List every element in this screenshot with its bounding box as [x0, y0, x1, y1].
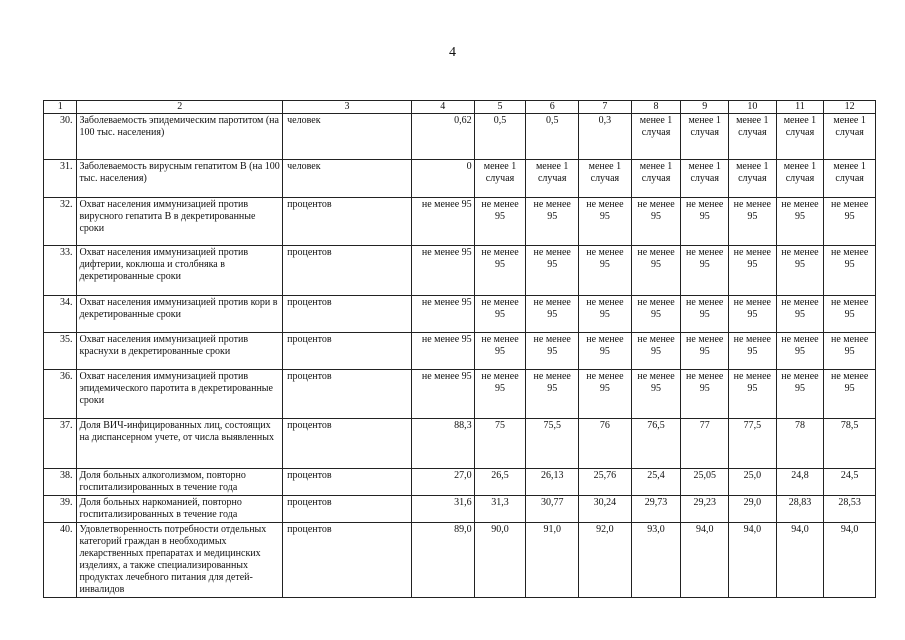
value-cell: 27,0 — [411, 469, 474, 496]
table-row — [44, 114, 876, 160]
value-cell: 92,0 — [579, 523, 632, 598]
value-cell: 25,76 — [579, 469, 632, 496]
table-row — [44, 370, 876, 419]
value-cell: 76,5 — [631, 419, 681, 469]
value-cell: 91,0 — [526, 523, 579, 598]
value-cell: не менее 95 — [411, 333, 474, 370]
value-cell: не менее 95 — [824, 296, 876, 333]
value-cell: не менее 95 — [411, 246, 474, 296]
column-header: 11 — [776, 101, 824, 114]
indicators-table — [43, 100, 876, 598]
value-cell: не менее 95 — [474, 198, 526, 246]
row-number: 39. — [44, 496, 77, 523]
indicator-name: Заболеваемость эпидемическим паротитом (на 100 тыс. населения) — [77, 114, 283, 160]
value-cell: не менее 95 — [729, 333, 777, 370]
value-cell: не менее 95 — [729, 198, 777, 246]
value-cell: не менее 95 — [526, 296, 579, 333]
value-cell: не менее 95 — [631, 370, 681, 419]
value-cell: 30,24 — [579, 496, 632, 523]
value-cell: 75 — [474, 419, 526, 469]
value-cell: не менее 95 — [631, 246, 681, 296]
value-cell: 25,4 — [631, 469, 681, 496]
column-header: 2 — [77, 101, 283, 114]
row-number: 33. — [44, 246, 77, 296]
column-header: 3 — [283, 101, 412, 114]
value-cell: менее 1 случая — [776, 114, 824, 160]
value-cell: не менее 95 — [729, 370, 777, 419]
indicator-name: Охват населения иммунизацией против краснухи в декретированные сроки — [77, 333, 283, 370]
row-number: 32. — [44, 198, 77, 246]
value-cell: 25,0 — [729, 469, 777, 496]
value-cell: не менее 95 — [681, 333, 729, 370]
value-cell: менее 1 случая — [824, 160, 876, 198]
value-cell: не менее 95 — [681, 370, 729, 419]
row-number: 37. — [44, 419, 77, 469]
value-cell: не менее 95 — [526, 198, 579, 246]
column-header: 8 — [631, 101, 681, 114]
column-header: 1 — [44, 101, 77, 114]
table-row — [44, 469, 876, 496]
value-cell: 28,83 — [776, 496, 824, 523]
column-header: 9 — [681, 101, 729, 114]
value-cell: не менее 95 — [776, 333, 824, 370]
value-cell: не менее 95 — [579, 246, 632, 296]
value-cell: менее 1 случая — [526, 160, 579, 198]
unit-of-measure: человек — [283, 160, 412, 198]
value-cell: не менее 95 — [776, 296, 824, 333]
indicator-name: Доля ВИЧ-инфицированных лиц, состоящих на диспансерном учете, от числа выявленных — [77, 419, 283, 469]
unit-of-measure: процентов — [283, 469, 412, 496]
value-cell: 0,3 — [579, 114, 632, 160]
value-cell: не менее 95 — [474, 296, 526, 333]
value-cell: не менее 95 — [776, 198, 824, 246]
column-header: 4 — [411, 101, 474, 114]
row-number: 31. — [44, 160, 77, 198]
value-cell: не менее 95 — [411, 370, 474, 419]
value-cell: 0,5 — [526, 114, 579, 160]
indicator-name: Охват населения иммунизацией против дифтерии, коклюша и столбняка в декретированные сроки — [77, 246, 283, 296]
indicator-name: Охват населения иммунизацией против вирусного гепатита В в декретированные сроки — [77, 198, 283, 246]
value-cell: не менее 95 — [631, 198, 681, 246]
value-cell: менее 1 случая — [631, 114, 681, 160]
table-row — [44, 333, 876, 370]
value-cell: 77 — [681, 419, 729, 469]
value-cell: не менее 95 — [824, 246, 876, 296]
value-cell: не менее 95 — [474, 333, 526, 370]
column-header: 6 — [526, 101, 579, 114]
value-cell: не менее 95 — [579, 370, 632, 419]
row-number: 35. — [44, 333, 77, 370]
value-cell: 0 — [411, 160, 474, 198]
table-row — [44, 160, 876, 198]
value-cell: менее 1 случая — [729, 160, 777, 198]
value-cell: 94,0 — [776, 523, 824, 598]
value-cell: не менее 95 — [474, 246, 526, 296]
value-cell: 94,0 — [729, 523, 777, 598]
page-number: 4 — [449, 45, 456, 60]
table-header-row — [44, 101, 876, 114]
value-cell: не менее 95 — [411, 198, 474, 246]
column-header: 12 — [824, 101, 876, 114]
value-cell: менее 1 случая — [631, 160, 681, 198]
value-cell: менее 1 случая — [776, 160, 824, 198]
value-cell: 29,23 — [681, 496, 729, 523]
value-cell: менее 1 случая — [681, 160, 729, 198]
value-cell: не менее 95 — [411, 296, 474, 333]
value-cell: 0,62 — [411, 114, 474, 160]
value-cell: 78 — [776, 419, 824, 469]
row-number: 30. — [44, 114, 77, 160]
table-row — [44, 419, 876, 469]
value-cell: 94,0 — [824, 523, 876, 598]
value-cell: не менее 95 — [579, 333, 632, 370]
indicator-name: Удовлетворенность потребности отдельных категорий граждан в необходимых лекарственных препаратах и медицинских изделиях, а также специализированных продуктах лечебного питания для детей-инвалидов — [77, 523, 283, 598]
value-cell: 29,73 — [631, 496, 681, 523]
value-cell: 94,0 — [681, 523, 729, 598]
column-header: 5 — [474, 101, 526, 114]
value-cell: не менее 95 — [824, 370, 876, 419]
value-cell: не менее 95 — [526, 246, 579, 296]
value-cell: 76 — [579, 419, 632, 469]
unit-of-measure: процентов — [283, 333, 412, 370]
value-cell: не менее 95 — [681, 246, 729, 296]
value-cell: не менее 95 — [579, 296, 632, 333]
value-cell: менее 1 случая — [681, 114, 729, 160]
value-cell: менее 1 случая — [824, 114, 876, 160]
value-cell: 0,5 — [474, 114, 526, 160]
value-cell: не менее 95 — [474, 370, 526, 419]
value-cell: 25,05 — [681, 469, 729, 496]
table-row — [44, 496, 876, 523]
value-cell: менее 1 случая — [474, 160, 526, 198]
unit-of-measure: процентов — [283, 296, 412, 333]
indicator-name: Охват населения иммунизацией против кори в декретированные сроки — [77, 296, 283, 333]
value-cell: не менее 95 — [579, 198, 632, 246]
value-cell: 31,6 — [411, 496, 474, 523]
indicator-name: Доля больных алкоголизмом, повторно госпитализированных в течение года — [77, 469, 283, 496]
table-row — [44, 523, 876, 598]
value-cell: 24,8 — [776, 469, 824, 496]
column-header: 10 — [729, 101, 777, 114]
unit-of-measure: процентов — [283, 370, 412, 419]
unit-of-measure: процентов — [283, 496, 412, 523]
value-cell: 26,5 — [474, 469, 526, 496]
row-number: 40. — [44, 523, 77, 598]
value-cell: не менее 95 — [631, 333, 681, 370]
value-cell: 30,77 — [526, 496, 579, 523]
value-cell: 93,0 — [631, 523, 681, 598]
row-number: 38. — [44, 469, 77, 496]
value-cell: 77,5 — [729, 419, 777, 469]
value-cell: менее 1 случая — [579, 160, 632, 198]
unit-of-measure: процентов — [283, 198, 412, 246]
value-cell: не менее 95 — [526, 333, 579, 370]
table-row — [44, 198, 876, 246]
indicator-name: Доля больных наркоманией, повторно госпитализированных в течение года — [77, 496, 283, 523]
value-cell: не менее 95 — [729, 246, 777, 296]
value-cell: менее 1 случая — [729, 114, 777, 160]
value-cell: 29,0 — [729, 496, 777, 523]
value-cell: не менее 95 — [824, 198, 876, 246]
value-cell: не менее 95 — [526, 370, 579, 419]
unit-of-measure: процентов — [283, 246, 412, 296]
value-cell: не менее 95 — [776, 370, 824, 419]
unit-of-measure: процентов — [283, 419, 412, 469]
row-number: 36. — [44, 370, 77, 419]
unit-of-measure: человек — [283, 114, 412, 160]
value-cell: не менее 95 — [631, 296, 681, 333]
value-cell: 78,5 — [824, 419, 876, 469]
value-cell: не менее 95 — [776, 246, 824, 296]
unit-of-measure: процентов — [283, 523, 412, 598]
value-cell: не менее 95 — [824, 333, 876, 370]
value-cell: не менее 95 — [729, 296, 777, 333]
value-cell: не менее 95 — [681, 198, 729, 246]
value-cell: 89,0 — [411, 523, 474, 598]
value-cell: 24,5 — [824, 469, 876, 496]
value-cell: не менее 95 — [681, 296, 729, 333]
indicator-name: Заболеваемость вирусным гепатитом В (на 100 тыс. населения) — [77, 160, 283, 198]
table-row — [44, 246, 876, 296]
column-header: 7 — [579, 101, 632, 114]
value-cell: 28,53 — [824, 496, 876, 523]
value-cell: 26,13 — [526, 469, 579, 496]
value-cell: 75,5 — [526, 419, 579, 469]
value-cell: 90,0 — [474, 523, 526, 598]
value-cell: 88,3 — [411, 419, 474, 469]
value-cell: 31,3 — [474, 496, 526, 523]
indicator-name: Охват населения иммунизацией против эпидемического паротита в декретированные сроки — [77, 370, 283, 419]
table-row — [44, 296, 876, 333]
row-number: 34. — [44, 296, 77, 333]
